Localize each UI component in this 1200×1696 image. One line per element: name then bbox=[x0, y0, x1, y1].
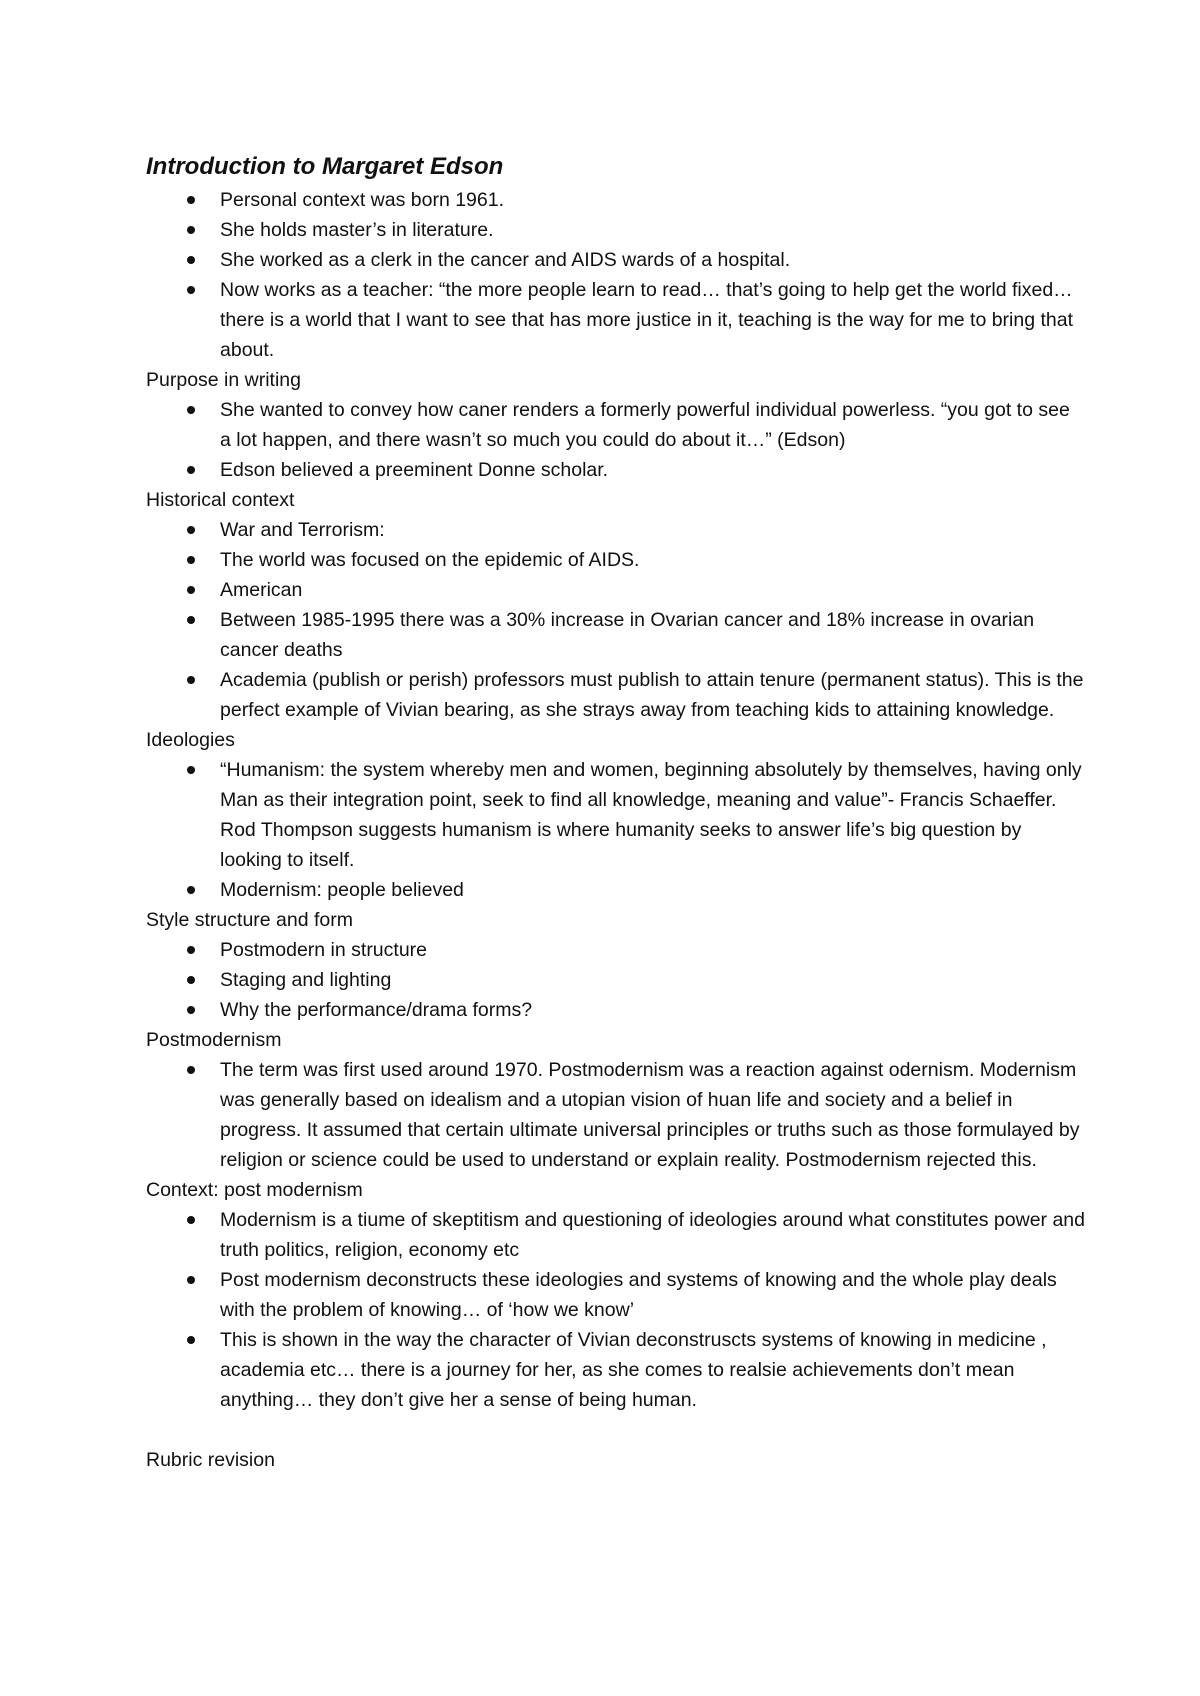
list-item: Edson believed a preeminent Donne scholar. bbox=[146, 455, 1086, 485]
blank-line bbox=[146, 1415, 1086, 1445]
bullet-icon bbox=[187, 526, 195, 534]
bullet-icon bbox=[187, 1066, 195, 1074]
document-body bbox=[146, 150, 1086, 1475]
list-item: War and Terrorism: bbox=[146, 515, 1086, 545]
section-heading-historical-context: Historical context bbox=[146, 489, 295, 511]
list-item: Modernism is a tiume of skeptitism and questioning of ideologies around what constitutes power and truth politics, religion, economy etc bbox=[146, 1205, 1086, 1265]
bullet-icon bbox=[187, 1006, 195, 1014]
list-item: Modernism: people believed bbox=[146, 875, 1086, 905]
list-item: She worked as a clerk in the cancer and AIDS wards of a hospital. bbox=[146, 245, 1086, 275]
bullet-icon bbox=[187, 1276, 195, 1284]
intro-list bbox=[146, 185, 1086, 365]
bullet-icon bbox=[187, 406, 195, 414]
bullet-icon bbox=[187, 196, 195, 204]
list-item: American bbox=[146, 575, 1086, 605]
section-heading-postmodernism: Postmodernism bbox=[146, 1029, 282, 1051]
style-structure-form-list bbox=[146, 935, 1086, 1025]
bullet-icon bbox=[187, 556, 195, 564]
context-post-modernism-list bbox=[146, 1205, 1086, 1415]
document-title: Introduction to Margaret Edson bbox=[146, 153, 504, 180]
list-item: She holds master’s in literature. bbox=[146, 215, 1086, 245]
list-item: Why the performance/drama forms? bbox=[146, 995, 1086, 1025]
list-item: Post modernism deconstructs these ideologies and systems of knowing and the whole play deals with the problem of knowing… of ‘how we know’ bbox=[146, 1265, 1086, 1325]
bullet-icon bbox=[187, 586, 195, 594]
list-item: Between 1985-1995 there was a 30% increase in Ovarian cancer and 18% increase in ovarian cancer deaths bbox=[146, 605, 1086, 665]
list-item: Staging and lighting bbox=[146, 965, 1086, 995]
section-heading-rubric-revision: Rubric revision bbox=[146, 1449, 275, 1471]
list-item: Academia (publish or perish) professors must publish to attain tenure (permanent status). This is the perfect example of Vivian bearing, as she strays away from teaching kids to attaining knowledge. bbox=[146, 665, 1086, 725]
bullet-icon bbox=[187, 1216, 195, 1224]
list-item: Personal context was born 1961. bbox=[146, 185, 1086, 215]
section-heading-ideologies: Ideologies bbox=[146, 729, 235, 751]
list-item: She wanted to convey how caner renders a formerly powerful individual powerless. “you got to see a lot happen, and there wasn’t so much you could do about it…” (Edson) bbox=[146, 395, 1086, 455]
list-item: Postmodern in structure bbox=[146, 935, 1086, 965]
bullet-icon bbox=[187, 226, 195, 234]
bullet-icon bbox=[187, 976, 195, 984]
bullet-icon bbox=[187, 886, 195, 894]
bullet-icon bbox=[187, 766, 195, 774]
bullet-icon bbox=[187, 256, 195, 264]
bullet-icon bbox=[187, 466, 195, 474]
bullet-icon bbox=[187, 676, 195, 684]
bullet-icon bbox=[187, 286, 195, 294]
historical-context-list bbox=[146, 515, 1086, 725]
purpose-list bbox=[146, 395, 1086, 485]
section-heading-context-post-modernism: Context: post modernism bbox=[146, 1179, 363, 1201]
list-item: This is shown in the way the character of Vivian deconstruscts systems of knowing in medicine , academia etc… there is a journey for her, as she comes to realsie achievements don’t mean anything… they don’t give her a sense of being human. bbox=[146, 1325, 1086, 1415]
bullet-icon bbox=[187, 946, 195, 954]
postmodernism-list bbox=[146, 1055, 1086, 1175]
bullet-icon bbox=[187, 616, 195, 624]
list-item: The world was focused on the epidemic of AIDS. bbox=[146, 545, 1086, 575]
list-item: “Humanism: the system whereby men and women, beginning absolutely by themselves, having only Man as their integration point, seek to find all knowledge, meaning and value”- Francis Schaeffer. Rod Thompson suggests humanism is where humanity seeks to answer life’s big question by looking to itself. bbox=[146, 755, 1086, 875]
list-item: The term was first used around 1970. Postmodernism was a reaction against odernism. Modernism was generally based on idealism and a utopian vision of huan life and society and a belief in progress. It assumed that certain ultimate universal principles or truths such as those formulayed by religion or science could be used to understand or explain reality. Postmodernism rejected this. bbox=[146, 1055, 1086, 1175]
ideologies-list bbox=[146, 755, 1086, 905]
bullet-icon bbox=[187, 1336, 195, 1344]
section-heading-style-structure-form: Style structure and form bbox=[146, 909, 353, 931]
section-heading-purpose: Purpose in writing bbox=[146, 369, 301, 391]
list-item: Now works as a teacher: “the more people learn to read… that’s going to help get the world fixed… there is a world that I want to see that has more justice in it, teaching is the way for me to bring that about. bbox=[146, 275, 1086, 365]
